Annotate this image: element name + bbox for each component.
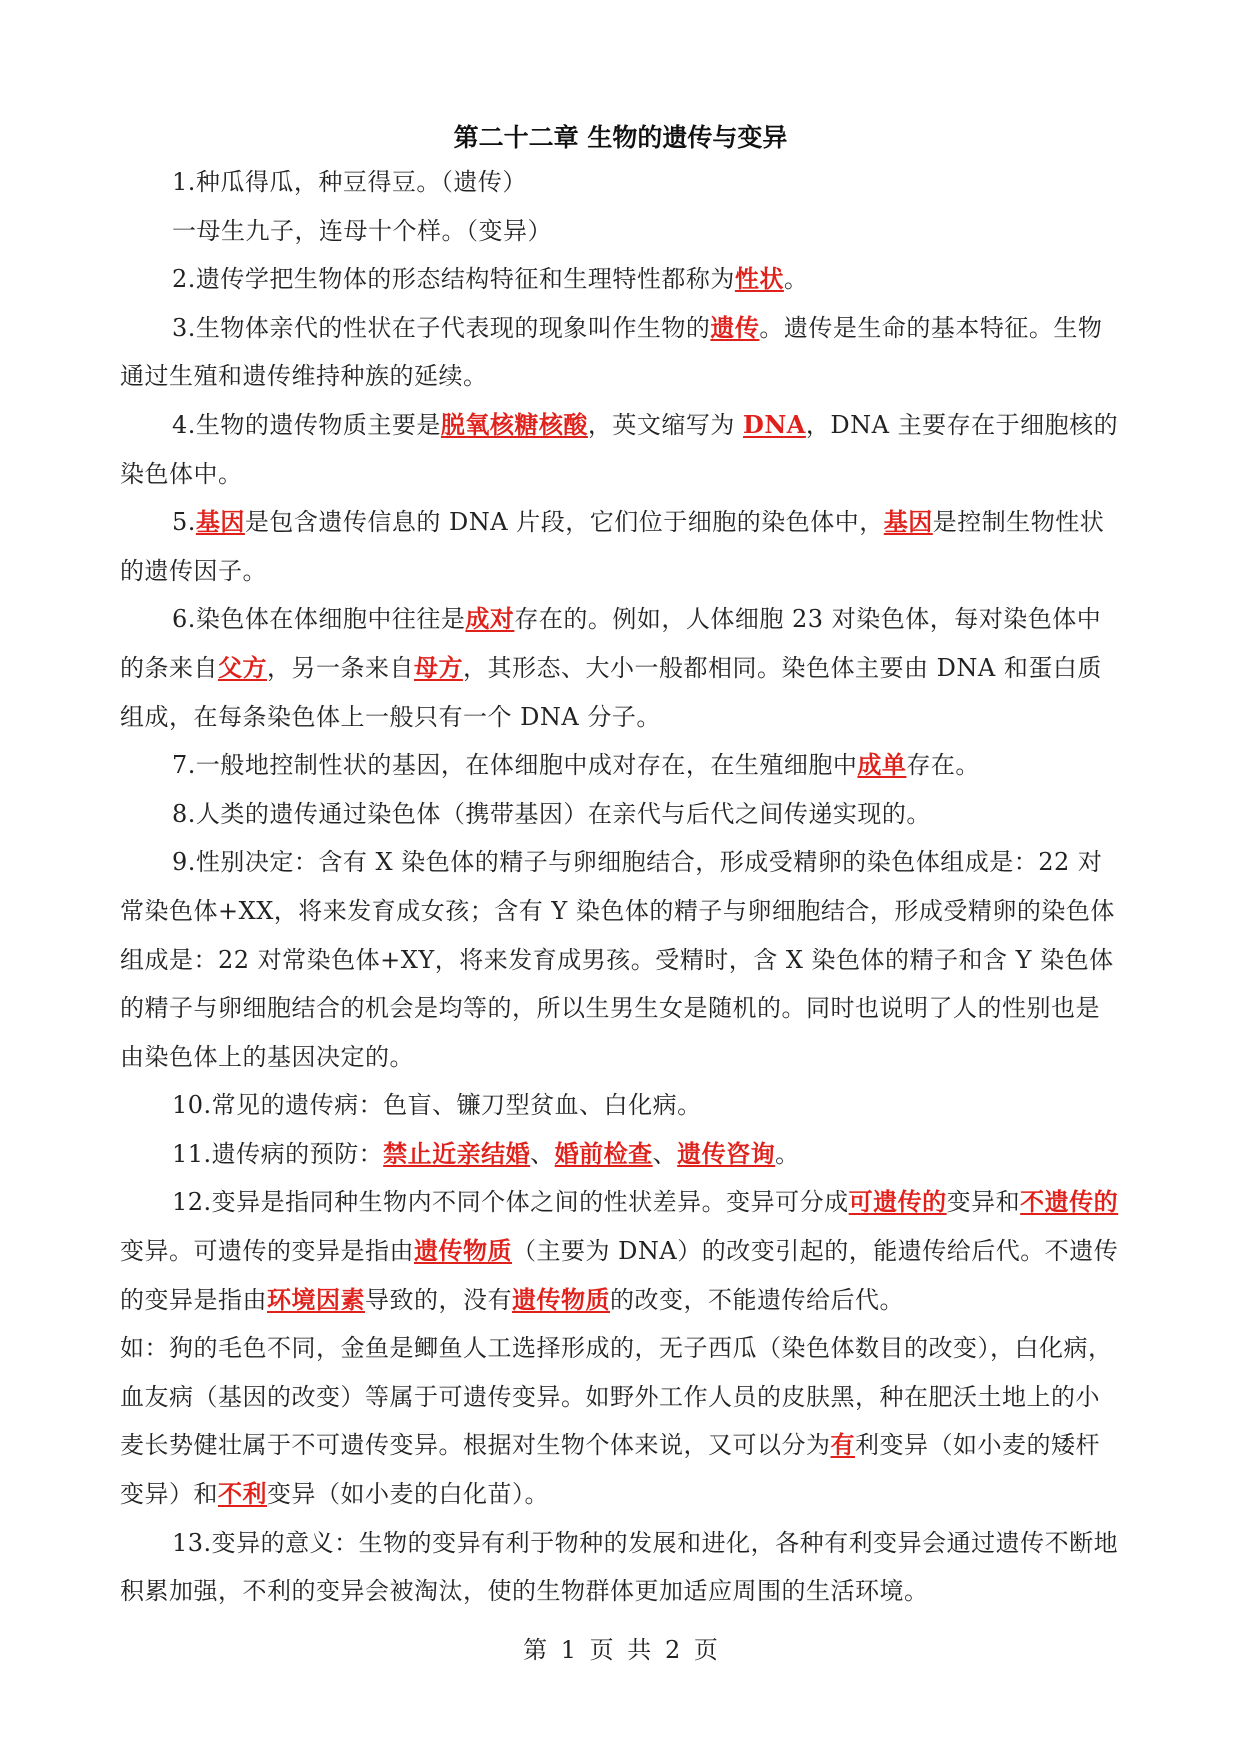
highlighted-term: 不遗传的 — [1020, 1187, 1119, 1217]
text-run: 存在的。例如，人体细胞 23 对染色体，每对染色体中的条来自 — [120, 605, 1102, 682]
text-run: 4.生物的遗传物质主要是 — [172, 410, 441, 439]
text-run: 3.生物体亲代的性状在子代表现的现象叫作生物的 — [172, 313, 711, 342]
paragraph — [120, 304, 1120, 401]
text-run: 12.变异是指同种生物内不同个体之间的性状差异。变异可分成 — [172, 1188, 849, 1217]
paragraph — [120, 1081, 1120, 1130]
paragraph — [120, 1519, 1120, 1616]
text-run: 8.人类的遗传通过染色体（携带基因）在亲代与后代之间传递实现的。 — [172, 799, 931, 828]
text-run: 一母生九子，连母十个样。（变异） — [172, 216, 552, 245]
highlighted-term: 基因 — [883, 507, 933, 537]
highlighted-term: 婚前检查 — [554, 1138, 653, 1168]
paragraph — [120, 498, 1120, 595]
highlighted-term: 遗传物质 — [512, 1284, 610, 1314]
highlighted-term: 基因 — [195, 507, 245, 537]
text-run: 的改变，不能遗传给后代。 — [610, 1285, 904, 1314]
text-run: 2.遗传学把生物体的形态结构特征和生理特性都称为 — [172, 265, 735, 294]
text-run: 、 — [652, 1139, 678, 1168]
paragraph — [120, 838, 1120, 1081]
highlighted-term: 父方 — [218, 652, 267, 682]
highlighted-term: 成单 — [857, 750, 907, 780]
text-run: 、 — [530, 1139, 555, 1168]
paragraph — [120, 1178, 1120, 1324]
text-run: ，英文缩写为 — [587, 410, 744, 439]
text-run: 导致的，没有 — [365, 1285, 512, 1314]
text-run: 变异和 — [946, 1188, 1021, 1217]
paragraph — [120, 401, 1120, 498]
text-run: ，另一条来自 — [267, 653, 414, 682]
text-run: ，DNA 主要存在于细胞核的染色体中。 — [120, 410, 1119, 488]
text-run: 。 — [783, 265, 809, 294]
text-run: 变异。可遗传的变异是指由 — [120, 1237, 414, 1266]
chapter-title: 第二十二章 生物的遗传与变异 — [453, 123, 788, 152]
highlighted-term: 母方 — [414, 652, 463, 682]
paragraph — [120, 1324, 1120, 1518]
highlighted-term: 遗传咨询 — [677, 1138, 776, 1168]
text-run: 11.遗传病的预防： — [172, 1139, 384, 1168]
text-run: ，其形态、大小一般都相同。染色体主要由 DNA 和蛋白质组成，在每条染色体上一般只有一个 DNA 分子。 — [120, 653, 1102, 731]
text-run: 1.种瓜得瓜，种豆得豆。（遗传） — [172, 168, 527, 196]
highlighted-term: 脱氧核糖核酸 — [440, 409, 588, 439]
highlighted-term: 环境因素 — [267, 1284, 365, 1314]
text-run: 变异（如小麦的白化苗）。 — [267, 1480, 549, 1509]
text-run: 存在。 — [906, 751, 980, 780]
paragraph — [120, 790, 1120, 839]
document-body — [120, 158, 1120, 1616]
text-run: 。 — [775, 1139, 800, 1168]
text-run: 如：狗的毛色不同，金鱼是鲫鱼人工选择形成的，无子西瓜（染色体数目的改变），白化病，血友病（基因的改变）等属于可遗传变异。如野外工作人员的皮肤黑，种在肥沃土地上的小麦长势健壮属于不可遗传变异。根据对生物个体来说，又可以分为 — [120, 1334, 1113, 1460]
text-run: 9.性别决定：含有 X 染色体的精子与卵细胞结合，形成受精卵的染色体组成是：22 对常染色体+XX，将来发育成女孩；含有 Y 染色体的精子与卵细胞结合，形成受精卵的染色体组成是：22 对常染色体+XY，将来发育成男孩。受精时，含 X 染色体的精子和含 Y 染色体的精子与卵细胞结合的机会是均等的，所以生男生女是随机的。同时也说明了人的性别也是由染色体上的基因决定的。 — [120, 848, 1115, 1071]
text-run: 是包含遗传信息的 DNA 片段，它们位于细胞的染色体中， — [244, 508, 884, 537]
highlighted-term: 禁止近亲结婚 — [383, 1138, 531, 1168]
page-footer: 第 1 页 共 2 页 — [523, 1636, 718, 1664]
text-run: 6.染色体在体细胞中往往是 — [172, 605, 466, 634]
highlighted-term: DNA — [743, 409, 806, 439]
paragraph — [120, 595, 1120, 741]
paragraph — [120, 158, 1120, 207]
paragraph — [120, 207, 1120, 256]
highlighted-term: 成对 — [465, 604, 515, 634]
highlighted-term: 性状 — [734, 264, 784, 294]
paragraph — [120, 1130, 1120, 1179]
highlighted-term: 遗传 — [710, 312, 760, 342]
paragraph — [120, 741, 1120, 790]
highlighted-term: 可遗传的 — [848, 1187, 947, 1217]
text-run: 7.一般地控制性状的基因，在体细胞中成对存在，在生殖细胞中 — [172, 751, 858, 780]
text-run: 10.常见的遗传病：色盲、镰刀型贫血、白化病。 — [172, 1091, 702, 1120]
paragraph — [120, 255, 1120, 304]
text-run: 。遗传是生命的基本特征。生物通过生殖和遗传维持种族的延续。 — [120, 313, 1103, 391]
highlighted-term: 不利 — [218, 1479, 267, 1509]
highlighted-term: 有 — [830, 1430, 855, 1460]
highlighted-term: 遗传物质 — [414, 1236, 512, 1266]
text-run: （主要为 DNA）的改变引起的，能遗传给后代。不遗传的变异是指由 — [120, 1237, 1119, 1314]
text-run: 13.变异的意义：生物的变异有利于物种的发展和进化，各种有利变异会通过遗传不断地积累加强，不利的变异会被淘汰，使的生物群体更加适应周围的生活环境。 — [120, 1528, 1119, 1606]
text-run: 5. — [172, 508, 196, 537]
text-run: 利变异（如小麦的矮杆变异）和 — [120, 1431, 1100, 1509]
text-run: 是控制生物性状的遗传因子。 — [120, 508, 1105, 585]
